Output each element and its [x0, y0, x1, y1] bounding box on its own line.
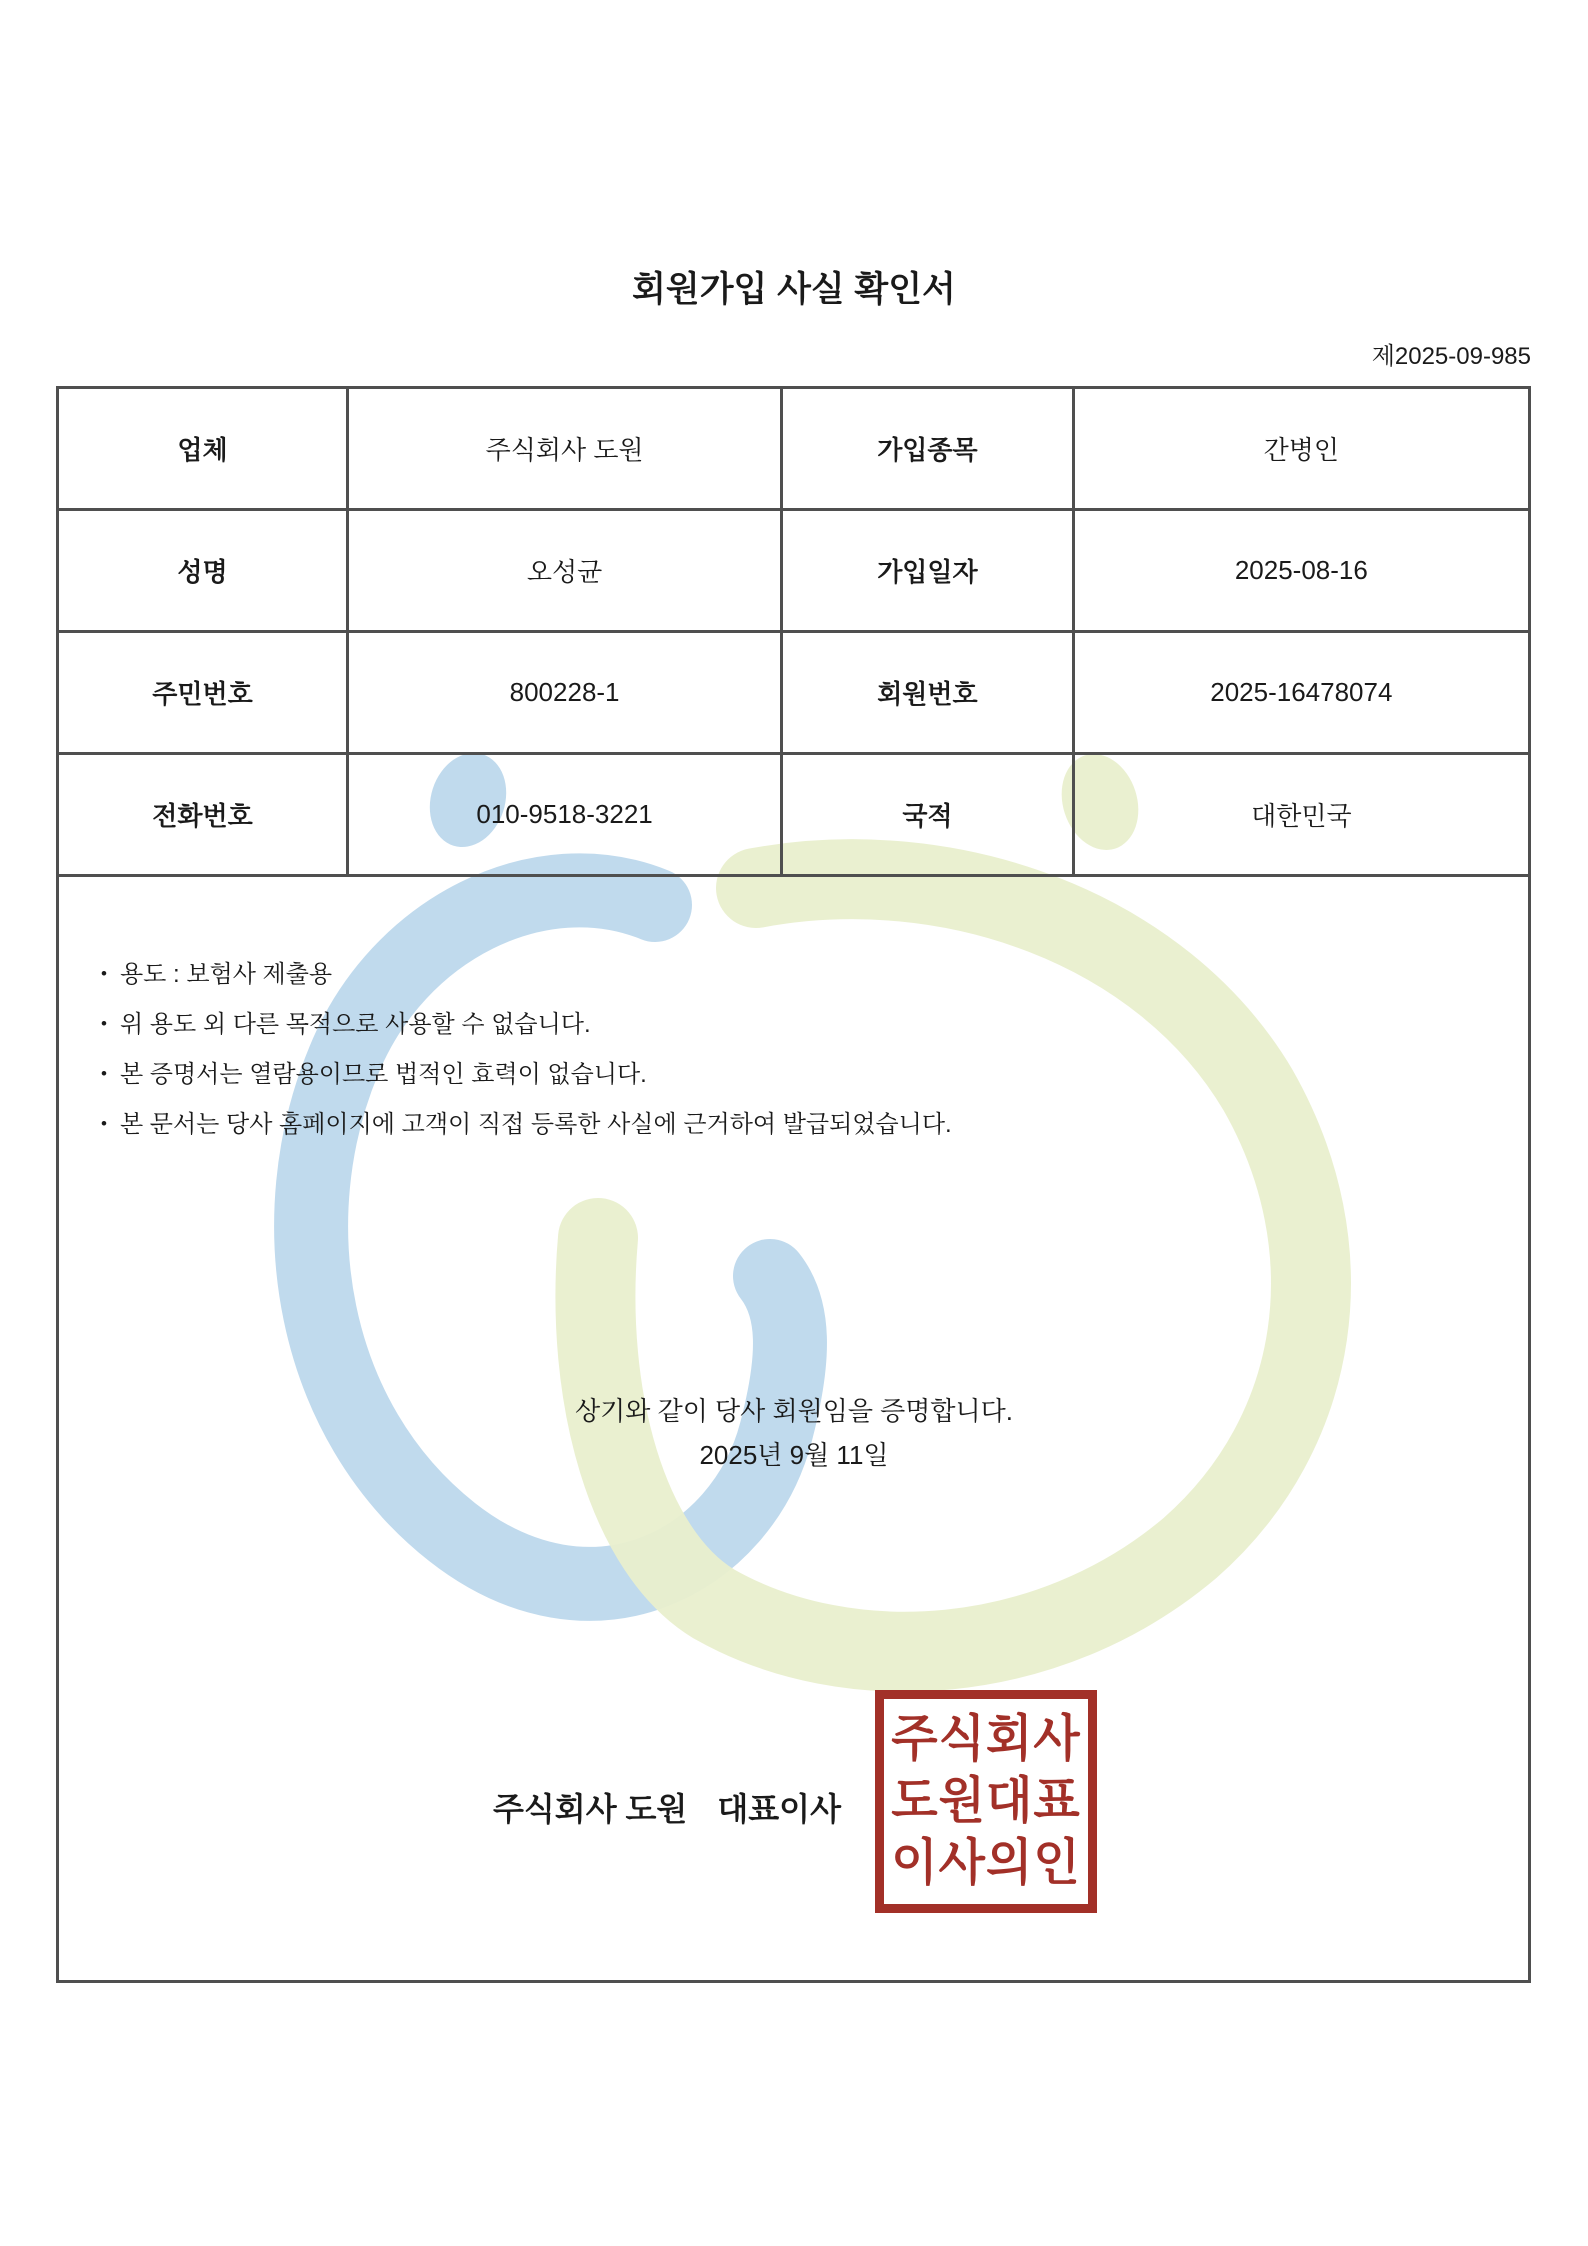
table-cell-value: 2025-08-16 [1073, 510, 1529, 632]
note-item: • 본 증명서는 열람용이므로 법적인 효력이 없습니다. [101, 1051, 952, 1101]
corporate-seal-stamp [875, 1690, 1097, 1913]
table-cell-label: 가입종목 [782, 388, 1073, 510]
statement-line: 상기와 같이 당사 회원임을 증명합니다. [575, 1396, 1013, 1426]
table-cell-label: 전화번호 [58, 754, 348, 876]
table-cell-label: 성명 [58, 510, 348, 632]
seal-text-row: 도원대표 [891, 1773, 1081, 1829]
note-item: • 용도 : 보험사 제출용 [101, 951, 952, 1001]
note-item: • 본 문서는 당사 홈페이지에 고객이 직접 등록한 사실에 근거하여 발급되었습니다. [101, 1101, 952, 1151]
table-cell-value: 주식회사 도원 [347, 388, 781, 510]
table-cell-label: 국적 [782, 754, 1073, 876]
signature-line [392, 1784, 942, 1830]
usage-notes-list [101, 951, 952, 1151]
table-cell-value: 간병인 [1073, 388, 1529, 510]
table-row [58, 632, 1530, 754]
table-cell-label: 가입일자 [782, 510, 1073, 632]
table-row [58, 388, 1530, 510]
statement-date: 2025년 9월 11일 [699, 1440, 889, 1470]
seal-text-row: 이사의인 [891, 1835, 1081, 1891]
table-cell-label: 회원번호 [782, 632, 1073, 754]
member-info-table [56, 386, 1531, 877]
table-cell-value: 오성균 [347, 510, 781, 632]
certification-statement [0, 1389, 1588, 1477]
note-item: • 위 용도 외 다른 목적으로 사용할 수 없습니다. [101, 1001, 952, 1051]
table-cell-value: 2025-16478074 [1073, 632, 1529, 754]
table-cell-label: 주민번호 [58, 632, 348, 754]
table-cell-value: 800228-1 [347, 632, 781, 754]
table-cell-value: 대한민국 [1073, 754, 1529, 876]
page-title: 회원가입 사실 확인서 [632, 270, 956, 309]
table-cell-value: 010-9518-3221 [347, 754, 781, 876]
company-name: 주식회사 도원 [492, 1791, 688, 1827]
representative-title: 대표이사 [717, 1791, 842, 1827]
document-number: 제2025-09-985 [1371, 343, 1531, 370]
seal-text-row: 주식회사 [891, 1711, 1081, 1767]
table-row [58, 510, 1530, 632]
table-row [58, 754, 1530, 876]
table-cell-label: 업체 [58, 388, 348, 510]
